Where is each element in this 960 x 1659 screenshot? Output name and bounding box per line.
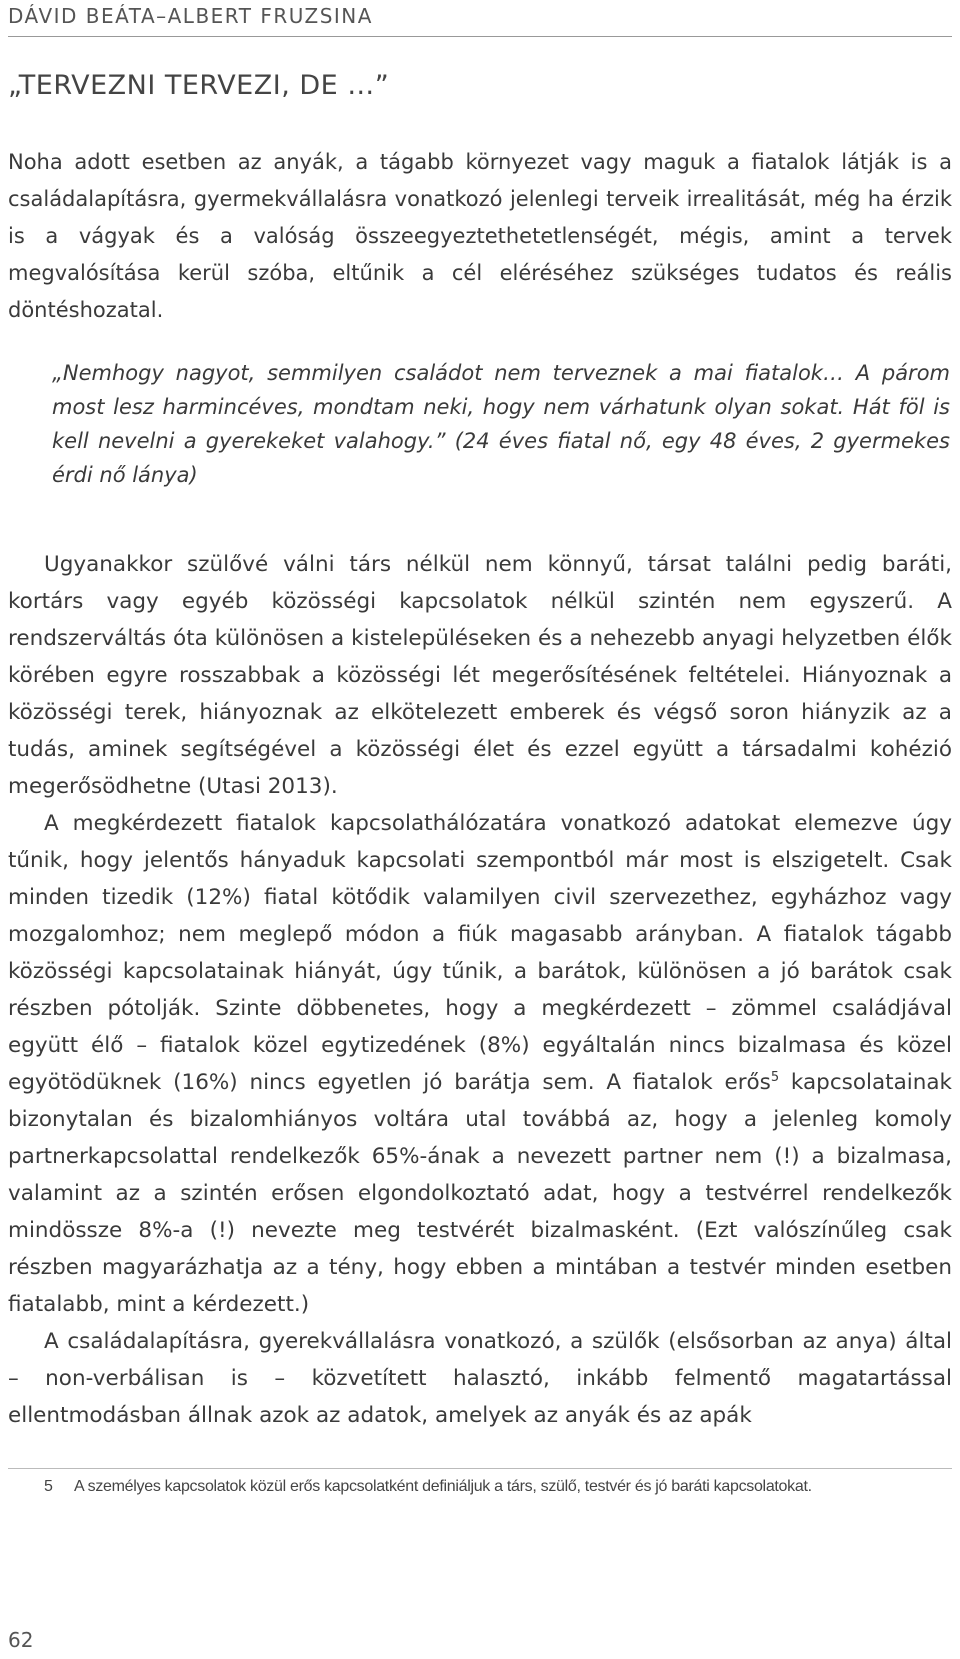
- paragraph-family-planning: A családalapításra, gyerekvállalásra vonatkozó, a szülők (elsősorban az anya) által – non-verbálisan is – közvetített halasztó, inkább felmentő magatartással ellentmodásban állnak azok az adatok, amelyek az anyák és az apák: [8, 1329, 952, 1428]
- paragraph-network-part-b: kapcsolatainak bizonytalan és bizalomhiányos voltára utal továbbá az, hogy a jelenleg komoly partnerkapcsolattal rendelkezők 65%-ának a nevezett partner nem (!) a bizalmasa, valamint az a szintén erősen elgondolkoztató adat, hogy a testvérrel rendelkezők mindössze 8%-a (!) nevezte meg testvérét bizalmasként. (Ezt valószínűleg csak részben magyarázhatja az a tény, hogy ebben a mintában a testvér minden esetben fiatalabb, mint a kérdezett.): [8, 1070, 952, 1317]
- footnote-reference[interactable]: 5: [770, 1069, 780, 1085]
- quote-source: (24 éves fiatal nő, egy 48 éves, 2 gyermekes érdi nő lánya): [52, 429, 951, 487]
- paragraph-community: Ugyanakkor szülővé válni társ nélkül nem könnyű, társat találni pedig baráti, kortárs vagy egyéb közösségi kapcsolatok nélkül szintén nem egyszerű. A rendszerváltás óta különösen a kistelepüléseken és a nehezebb anyagi helyzetben élők körében egyre rosszabbak a közösségi lét megerősítésének feltételei. Hiányoznak a közösségi terek, hiányoznak az elkötelezett emberek és végső soron hiányzik az a tudás, aminek segítségével a közösségi élet és ezzel együtt a társadalmi kohézió megerősödhetne (Utasi 2013).: [8, 552, 952, 799]
- section-title: „TERVEZNI TERVEZI, DE …”: [8, 70, 390, 101]
- paragraph-network: [8, 805, 952, 1323]
- block-quote: [52, 356, 950, 492]
- paragraph-network-part-a: A megkérdezett fiatalok kapcsolathálózatára vonatkozó adatokat elemezve úgy tűnik, hogy jelentős hányaduk kapcsolati szempontból már most is elszigetelt. Csak minden tizedik (12%) fiatal kötődik valamilyen civil szervezethez, egyházhoz vagy mozgalomhoz; nem meglepő módon a fiúk magasabb arányban. A fiatalok tágabb közösségi kapcsolatainak hiányát, úgy tűnik, a barátok, különösen a jó barátok csak részben pótolják. Szinte döbbenetes, hogy a megkérdezett – zömmel családjával együtt élő – fiatalok közel egytizedének (8%) egyáltalán nincs bizalmasa és közel egyötödüknek (16%) nincs egyetlen jó barátja sem. A fiatalok erős: [8, 811, 952, 1095]
- header-divider: [8, 36, 952, 37]
- footnote: [44, 1474, 952, 1500]
- page-number: 62: [8, 1628, 34, 1652]
- paragraph-intro: Noha adott esetben az anyák, a tágabb környezet vagy maguk a fiatalok látják is a családalapításra, gyermekvállalásra vonatkozó jelenlegi terveik irrealitását, még ha érzik is a vágyak és a valóság összeegyeztethetetlenségét, mégis, amint a tervek megvalósítása kerül szóba, eltűnik a cél eléréséhez szükséges tudatos és reális döntéshozatal.: [8, 150, 952, 322]
- footnote-text: A személyes kapcsolatok közül erős kapcsolatként definiáljuk a társ, szülő, testvér és jó baráti kapcsolatokat.: [74, 1478, 812, 1495]
- running-header: DÁVID BEÁTA–ALBERT FRUZSINA: [8, 4, 373, 28]
- quote-text: „Nemhogy nagyot, semmilyen családot nem terveznek a mai fiatalok… A párom most lesz harmincéves, mondtam neki, hogy nem várhatunk olyan sokat. Hát föl is kell nevelni a gyerekeket valahogy.”: [52, 361, 950, 453]
- footnote-number: 5: [44, 1478, 53, 1495]
- footnote-divider: [8, 1468, 952, 1469]
- body-text: [8, 546, 952, 1434]
